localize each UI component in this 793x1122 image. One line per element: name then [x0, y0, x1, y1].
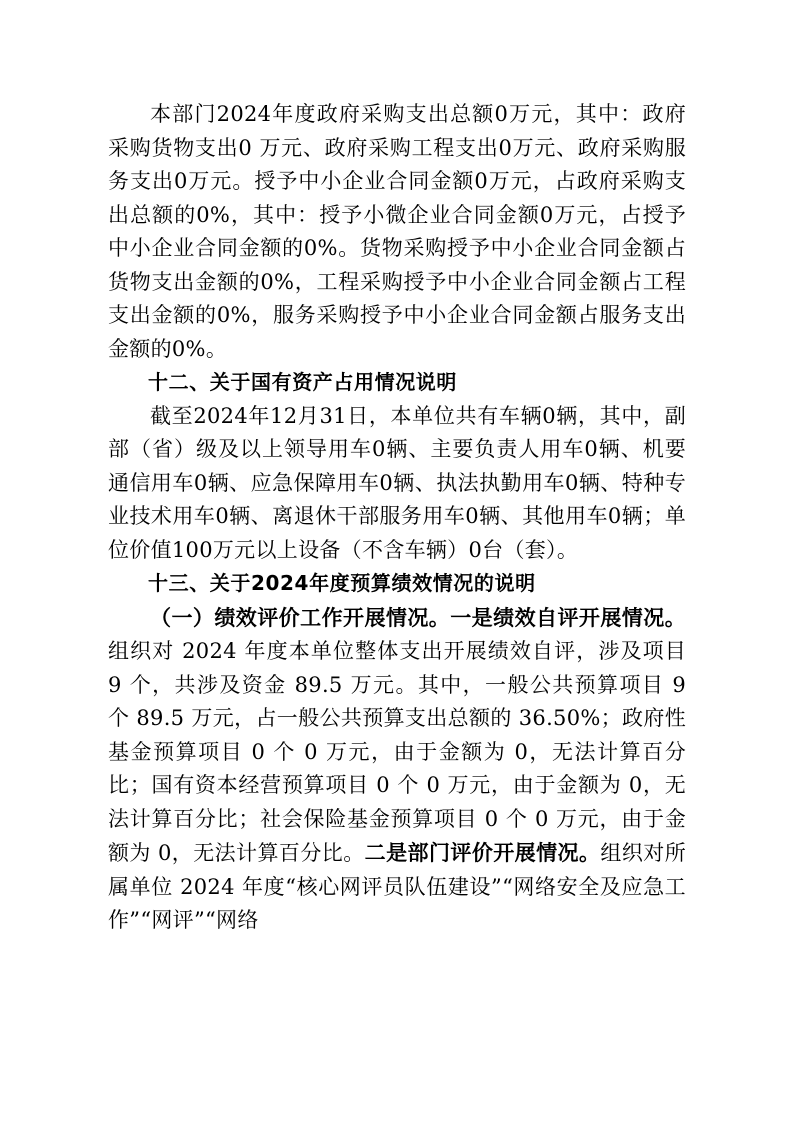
assets-paragraph: 截至2024年12月31日，本单位共有车辆0辆，其中，副部（省）级及以上领导用车0辆、主要负责人用车0辆、机要通信用车0辆、应急保障用车0辆、执法执勤用车0辆、特种专业技术用车0辆、离退休干部服务用车0辆、其他用车0辆；单位价值100万元以上设备（不含车辆）0台（套）。: [108, 403, 686, 562]
procurement-paragraph: 本部门2024年度政府采购支出总额0万元，其中：政府采购货物支出0 万元、政府采购工程支出0万元、政府采购服务支出0万元。授予中小企业合同金额0万元，占政府采购支出总额的0%，其中：授予小微企业合同金额0万元，占授予中小企业合同金额的0%。货物采购授予中小企业合同金额占货物支出金额的0%，工程采购授予中小企业合同金额占工程支出金额的0%，服务采购授予中小企业合同金额占服务支出金额的0%。: [108, 102, 686, 361]
department-evaluation-text: 组织对所属单位 2024 年度“核心网评员队伍建设”“网络安全及应急工作”“网评”“网络: [108, 841, 686, 932]
section-heading-13: 十三、关于2024年度预算绩效情况的说明: [148, 571, 536, 595]
document-page: [108, 98, 686, 938]
department-evaluation-subheading: 二是部门评价开展情况。: [364, 840, 601, 865]
section-heading-12: 十二、关于国有资产占用情况说明: [148, 370, 457, 394]
performance-paragraph: [108, 601, 686, 938]
self-evaluation-text: 组织对 2024 年度本单位整体支出开展绩效自评，涉及项目 9 个，共涉及资金 89.5 万元。其中，一般公共预算项目 9 个 89.5 万元，占一般公共预算支出总额的 36.50%；政府性基金预算项目 0 个 0 万元，由于金额为 0，无法计算百分比；国有资本经营预算项目 0 个 0 万元，由于金额为 0，无法计算百分比；社会保险基金预算项目 0 个 0 万元，由于金额为 0，无法计算百分比。: [108, 639, 686, 865]
performance-subheading: （一）绩效评价工作开展情况。一是绩效自评开展情况。: [150, 604, 686, 630]
